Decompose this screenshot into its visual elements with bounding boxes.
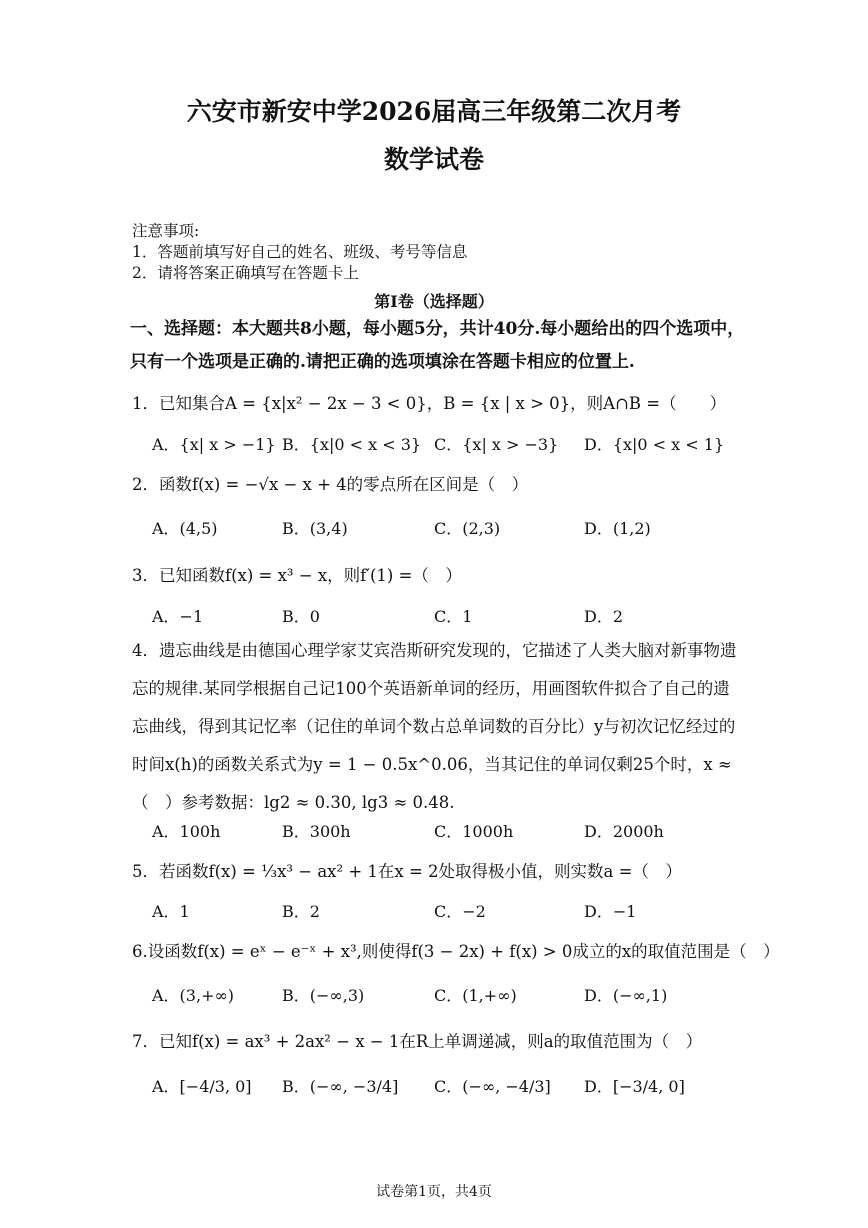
notes-item: 1．答题前填写好自己的姓名、班级、考号等信息 (132, 243, 468, 261)
question-7-options (152, 1074, 752, 1104)
option-a: A．(3,+∞) (152, 986, 235, 1005)
option-b: B．(−∞,3) (282, 986, 365, 1005)
question-6-options (152, 983, 752, 1013)
option-a: A．100h (152, 822, 221, 841)
question-2-options (152, 516, 752, 546)
question-5-stem: 5．若函数f(x) = ⅓x³ − ax² + 1在x = 2处取得极小值，则实数a =（ ） (132, 862, 682, 881)
option-a: A．(4,5) (152, 519, 218, 538)
option-c: C．(2,3) (434, 519, 501, 538)
option-c: C．1000h (434, 822, 514, 841)
question-3-stem: 3．已知函数f(x) = x³ − x，则f′(1) =（ ） (132, 566, 462, 585)
option-c: C．(−∞, −4/3] (434, 1077, 551, 1096)
option-b: B．0 (282, 607, 320, 626)
option-a: A．−1 (152, 607, 204, 626)
exam-title: 六安市新安中学2026届高三年级第二次月考 (186, 97, 682, 126)
question-1-options (152, 432, 752, 462)
option-c: C．(1,+∞) (434, 986, 517, 1005)
option-a: A．[−4/3, 0] (152, 1077, 252, 1096)
question-5-options (152, 899, 752, 929)
exam-subtitle: 数学试卷 (383, 145, 484, 174)
question-2-stem: 2．函数f(x) = −√x − x + 4的零点所在区间是（ ） (132, 475, 529, 494)
question-4-stem: 4．遗忘曲线是由德国心理学家艾宾浩斯研究发现的，它描述了人类大脑对新事物遗忘的规律.某同学根据自己记100个英语新单词的经历，用画图软件拟合了自己的遗忘曲线，得到其记忆率（记住的单词个数占总单词数的百分比）y与初次记忆经过的时间x(h)的函数关系式为y = 1 − 0.5x^0.06，当其记住的单词仅剩25个时，x ≈（ ）参考数据：lg2 ≈ 0.30, lg3 ≈ 0.48. (132, 641, 737, 812)
section-title: 第Ⅰ卷（选择题） (374, 292, 494, 311)
notes-heading: 注意事项: (132, 222, 200, 240)
question-4-options (152, 819, 752, 849)
question-6-stem: 6.设函数f(x) = eˣ − e⁻ˣ + x³,则使得f(3 − 2x) + f(x) > 0成立的x的取值范围是（ ） (132, 942, 780, 961)
option-d: D．2000h (584, 822, 664, 841)
option-b: B．300h (282, 822, 351, 841)
question-1-stem: 1．已知集合A = {x|x² − 2x − 3 < 0}，B = {x | x > 0}，则A∩B =（ ） (132, 394, 727, 413)
section-description: 一、选择题：本大题共8小题，每小题5分，共计40分.每小题给出的四个选项中，只有一个选项是正确的.请把正确的选项填涂在答题卡相应的位置上. (130, 319, 745, 372)
option-d: D．(−∞,1) (584, 986, 668, 1005)
question-3-options (152, 604, 752, 634)
option-d: D．2 (584, 607, 624, 626)
option-a: A．1 (152, 902, 190, 921)
option-d: D．(1,2) (584, 519, 651, 538)
page-footer: 试卷第1页，共4页 (376, 1184, 492, 1200)
option-b: B．(3,4) (282, 519, 348, 538)
option-b: B．{x|0 < x < 3} (282, 435, 422, 454)
question-7-stem: 7．已知f(x) = ax³ + 2ax² − x − 1在R上单调递减，则a的取值范围为（ ） (132, 1032, 703, 1051)
option-b: B．2 (282, 902, 320, 921)
option-a: A．{x| x > −1} (152, 435, 276, 454)
option-d: D．−1 (584, 902, 637, 921)
option-c: C．1 (434, 607, 473, 626)
option-c: C．−2 (434, 902, 486, 921)
notes-block (132, 221, 467, 284)
notes-item: 2．请将答案正确填写在答题卡上 (132, 264, 359, 282)
option-b: B．(−∞, −3/4] (282, 1077, 399, 1096)
option-c: C．{x| x > −3} (434, 435, 559, 454)
option-d: D．[−3/4, 0] (584, 1077, 685, 1096)
option-d: D．{x|0 < x < 1} (584, 435, 725, 454)
